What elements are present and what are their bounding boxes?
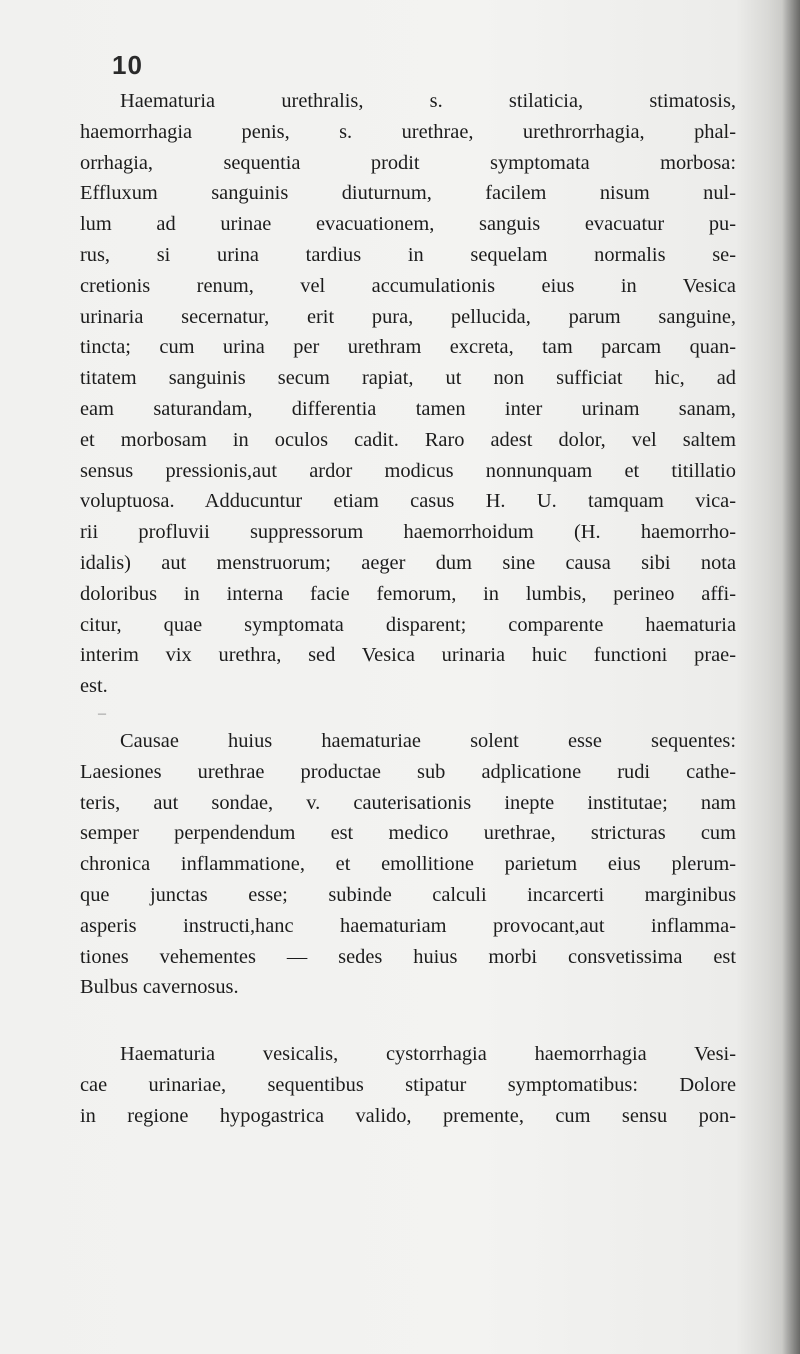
text-line: cae urinariae, sequentibus stipatur symptomatibus: Dolore: [80, 1073, 736, 1096]
text-body: [80, 86, 736, 1132]
text-line: in regione hypogastrica valido, premente, cum sensu pon-: [80, 1104, 736, 1127]
text-line: Causae huius haematuriae solent esse sequentes:: [120, 729, 736, 752]
text-line: que junctas esse; subinde calculi incarcerti marginibus: [80, 883, 736, 906]
text-line: tincta; cum urina per urethram excreta, tam parcam quan-: [80, 336, 736, 359]
text-line: semper perpendendum est medico urethrae, stricturas cum: [80, 822, 736, 845]
paragraph-haematuria-urethralis: [80, 86, 736, 702]
section-dash: –: [98, 704, 106, 722]
text-line: Haematuria vesicalis, cystorrhagia haemorrhagia Vesi-: [120, 1043, 736, 1066]
paragraph-causae: [80, 726, 736, 1003]
text-line: Haematuria urethralis, s. stilaticia, stimatosis,: [120, 90, 736, 112]
text-line: cretionis renum, vel accumulationis eius in Vesica: [80, 274, 736, 297]
text-line: eam saturandam, differentia tamen inter urinam sanam,: [80, 397, 736, 420]
text-line: teris, aut sondae, v. cauterisationis inepte institutae; nam: [80, 791, 736, 814]
text-line: voluptuosa. Adducuntur etiam casus H. U. tamquam vica-: [80, 490, 736, 513]
text-line: rii profluvii suppressorum haemorrhoidum (H. haemorrho-: [80, 521, 736, 544]
text-line: idalis) aut menstruorum; aeger dum sine causa sibi nota: [80, 551, 736, 574]
text-line: citur, quae symptomata disparent; comparente haematuria: [80, 613, 736, 636]
text-line: titatem sanguinis secum rapiat, ut non sufficiat hic, ad: [80, 367, 736, 390]
text-line: Bulbus cavernosus.: [80, 976, 239, 999]
text-line: sensus pressionis,aut ardor modicus nonnunquam et titillatio: [80, 459, 736, 482]
text-line: Effluxum sanguinis diuturnum, facilem nisum nul-: [80, 182, 736, 205]
text-line: interim vix urethra, sed Vesica urinaria huic functioni prae-: [80, 644, 736, 667]
paragraph-gap: [80, 1003, 736, 1039]
text-line: est.: [80, 675, 108, 698]
text-line: et morbosam in oculos cadit. Raro adest dolor, vel saltem: [80, 428, 736, 451]
text-line: orrhagia, sequentia prodit symptomata morbosa:: [80, 151, 736, 174]
text-line: lum ad urinae evacuationem, sanguis evacuatur pu-: [80, 213, 736, 236]
text-line: doloribus in interna facie femorum, in lumbis, perineo affi-: [80, 582, 736, 605]
text-line: haemorrhagia penis, s. urethrae, urethrorrhagia, phal-: [80, 120, 736, 143]
page-edge-shadow: [782, 0, 800, 1354]
paragraph-haematuria-vesicalis: [80, 1039, 736, 1131]
text-line: chronica inflammatione, et emollitione parietum eius plerum-: [80, 853, 736, 876]
page-number: 10: [112, 50, 143, 80]
text-line: urinaria secernatur, erit pura, pellucida, parum sanguine,: [80, 305, 736, 328]
text-line: Laesiones urethrae productae sub adplicatione rudi cathe-: [80, 760, 736, 783]
text-line: rus, si urina tardius in sequelam normalis se-: [80, 243, 736, 266]
text-line: tiones vehementes — sedes huius morbi consvetissima est: [80, 945, 736, 968]
text-line: asperis instructi,hanc haematuriam provocant,aut inflamma-: [80, 914, 736, 937]
